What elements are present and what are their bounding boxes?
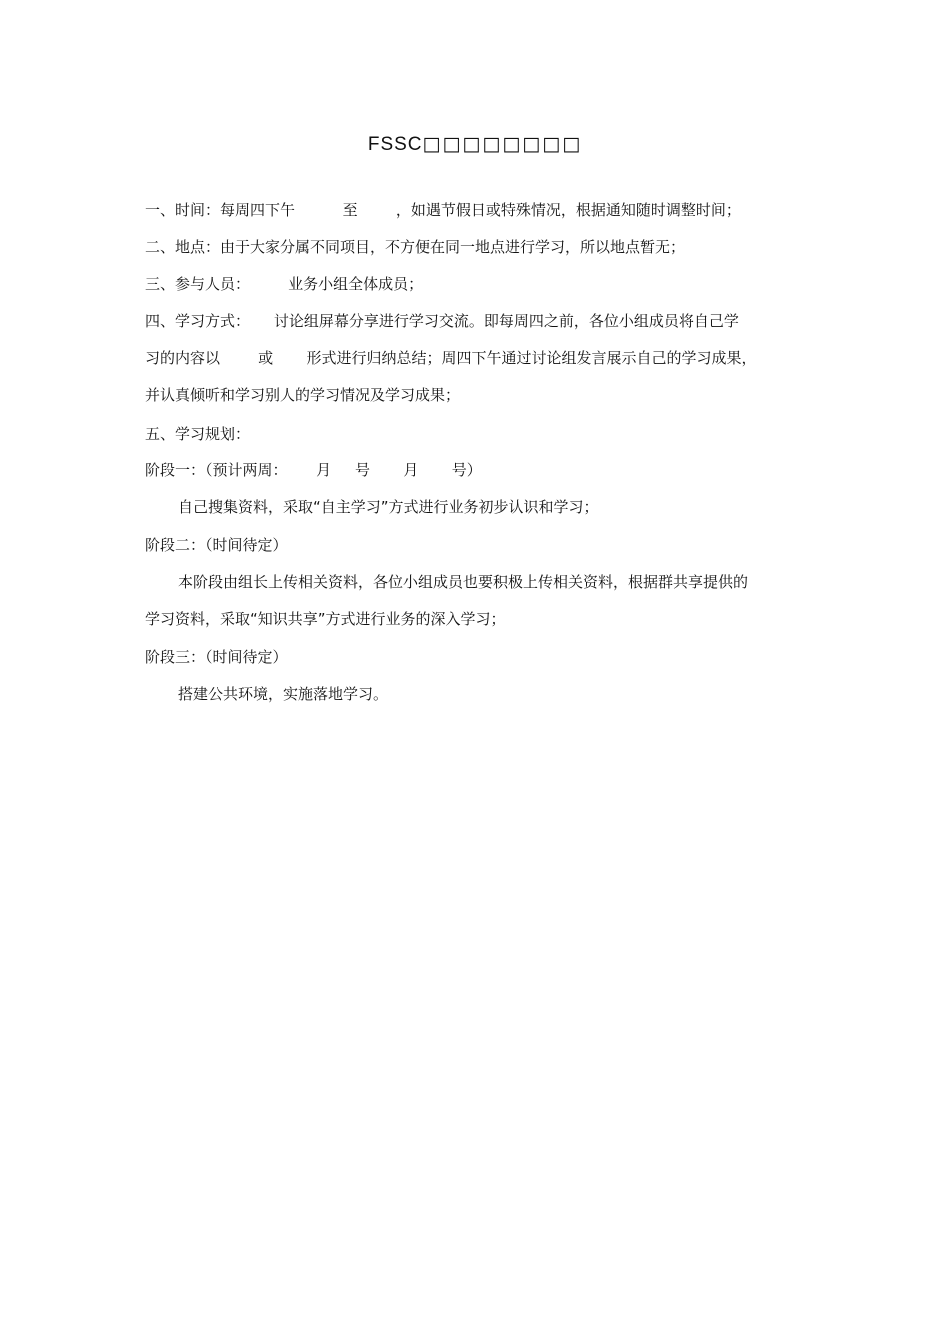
- title-prefix: FSSC: [367, 134, 423, 155]
- stage-three-body: 搭建公共环境，实施落地学习。: [178, 685, 389, 703]
- stage-one-body: 自己搜集资料，采取“自主学习”方式进行业务初步认识和学习；: [178, 498, 599, 516]
- stage-one-heading: 阶段一：（预计两周： 月 号 月 号）: [145, 461, 482, 479]
- title-rest: □□□□□□□□: [422, 133, 583, 155]
- section-method-line-3: 并认真倾听和学习别人的学习情况及学习成果；: [145, 386, 461, 404]
- stage-two-heading: 阶段二：（时间待定）: [145, 536, 288, 554]
- section-method-line-1: 四、学习方式： 讨论组屏幕分享进行学习交流。即每周四之前，各位小组成员将自己学: [145, 312, 739, 330]
- document-title: [0, 133, 950, 156]
- section-participants: 三、参与人员： 业务小组全体成员；: [145, 275, 424, 293]
- section-plan-heading: 五、学习规划：: [145, 425, 251, 443]
- stage-three-heading: 阶段三：（时间待定）: [145, 648, 288, 666]
- stage-two-body-line-1: 本阶段由组长上传相关资料，各位小组成员也要积极上传相关资料，根据群共享提供的: [178, 573, 749, 591]
- section-time: 一、时间：每周四下午 至 ，如遇节假日或特殊情况，根据通知随时调整时间；: [145, 201, 741, 219]
- section-location: 二、地点：由于大家分属不同项目，不方便在同一地点进行学习，所以地点暂无；: [145, 238, 686, 256]
- section-method-line-2: 习的内容以 或 形式进行归纳总结；周四下午通过讨论组发言展示自己的学习成果，: [145, 349, 757, 367]
- stage-two-body-line-2: 学习资料，采取“知识共享”方式进行业务的深入学习；: [145, 610, 506, 628]
